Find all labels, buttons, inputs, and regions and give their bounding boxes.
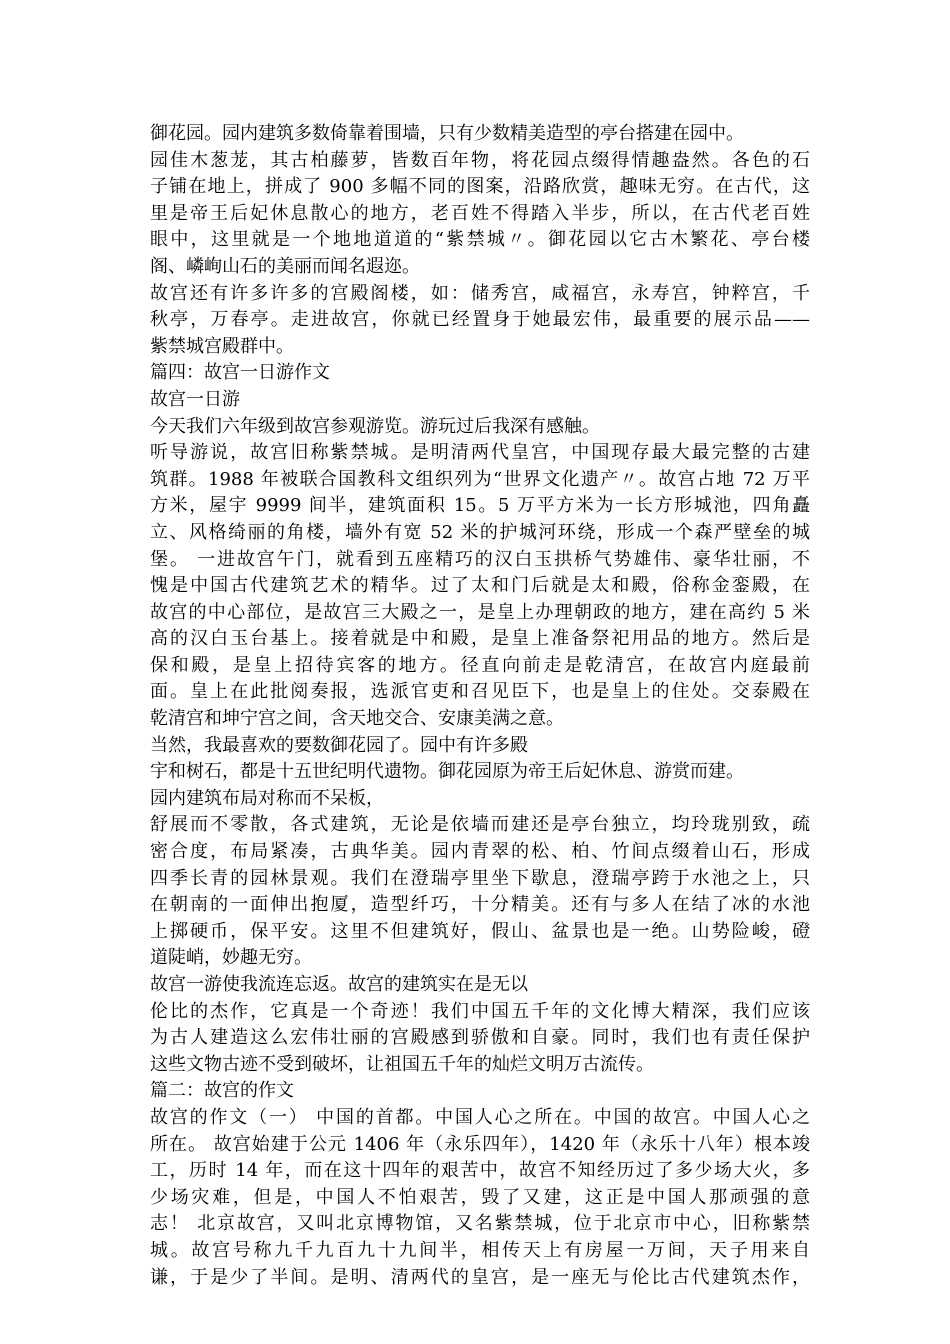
text-line: 舒展而不零散，各式建筑，无论是依墙而建还是亭台独立，均玲珑别致，疏 xyxy=(150,814,810,836)
text-line: 故宫一游使我流连忘返。故宫的建筑实在是无以 xyxy=(150,974,528,995)
text-line: 紫禁城宫殿群中。 xyxy=(150,335,294,357)
text-line: 密合度，布局紧凑，古典华美。园内青翠的松、柏、竹间点缀着山石，形成 xyxy=(150,841,810,863)
text-line: 阁、嶙峋山石的美丽而闻名遐迩。 xyxy=(150,255,420,277)
text-line: 为古人建造这么宏伟壮丽的宫殿感到骄傲和自豪。同时，我们也有责任保护 xyxy=(150,1027,810,1049)
text-line: 方米，屋宇 9999 间半，建筑面积 15。5 万平方米为一长方形城池，四角矗 xyxy=(150,495,810,517)
text-line: 工，历时 14 年，而在这十四年的艰苦中，故宫不知经历过了多少场大火，多 xyxy=(150,1160,810,1182)
text-line: 愧是中国古代建筑艺术的精华。过了太和门后就是太和殿，俗称金銮殿，在 xyxy=(150,575,810,597)
document-page xyxy=(150,121,810,1291)
text-line: 宇和树石，都是十五世纪明代遗物。御花园原为帝王后妃休息、游赏而建。 xyxy=(150,761,744,783)
text-line: 今天我们六年级到故宫参观游览。游玩过后我深有感触。 xyxy=(150,415,600,437)
text-line: 谦，于是少了半间。是明、清两代的皇宫，是一座无与伦比古代建筑杰作， xyxy=(150,1266,810,1288)
text-line: 保和殿，是皇上招待宾客的地方。径直向前走是乾清宫，在故宫内庭最前 xyxy=(150,654,810,676)
text-line: 里是帝王后妃休息散心的地方，老百姓不得踏入半步，所以，在古代老百姓 xyxy=(150,202,810,224)
text-line: 立、风格绮丽的角楼，墙外有宽 52 米的护城河环绕，形成一个森严壁垒的城 xyxy=(150,521,810,543)
text-line: 秋亭，万春亭。走进故宫，你就已经置身于她最宏伟，最重要的展示品—— xyxy=(150,309,810,331)
text-line: 乾清宫和坤宁宫之间，含天地交合、安康美满之意。 xyxy=(150,708,564,730)
text-line: 堡。 一进故宫午门，就看到五座精巧的汉白玉拱桥气势雄伟、豪华壮丽，不 xyxy=(150,548,810,570)
text-line: 园佳木葱茏，其古柏藤萝，皆数百年物，将花园点缀得情趣盎然。各色的石 xyxy=(150,149,810,171)
text-line: 篇二：故宫的作文 xyxy=(150,1080,294,1102)
text-line: 这些文物古迹不受到破坏，让祖国五千年的灿烂文明万古流传。 xyxy=(150,1053,654,1075)
text-line: 面。皇上在此批阅奏报，选派官吏和召见臣下，也是皇上的住处。交泰殿在 xyxy=(150,681,810,703)
text-line: 筑群。1988 年被联合国教科文组织列为“世界文化遗产〃。故宫占地 72 万平 xyxy=(150,468,810,490)
text-line: 高的汉白玉台基上。接着就是中和殿，是皇上准备祭祀用品的地方。然后是 xyxy=(150,628,810,650)
text-line: 城。故宫号称九千九百九十九间半，相传天上有房屋一万间，天子用来自 xyxy=(150,1239,810,1261)
text-line: 眼中，这里就是一个地地道道的“紫禁城〃。御花园以它古木繁花、亭台楼 xyxy=(150,229,810,251)
text-line: 故宫还有许多许多的宫殿阁楼，如：储秀宫，咸福宫，永寿宫，钟粹宫，千 xyxy=(150,282,810,304)
text-line: 所在。 故宫始建于公元 1406 年（永乐四年），1420 年（永乐十八年）根本竣 xyxy=(150,1133,810,1155)
text-line: 御花园。园内建筑多数倚靠着围墙，只有少数精美造型的亭台搭建在园中。 xyxy=(150,123,744,144)
text-line: 伦比的杰作，它真是一个奇迹！我们中国五千年的文化博大精深，我们应该 xyxy=(150,1000,810,1022)
text-line: 四季长青的园林景观。我们在澄瑞亭里坐下歇息，澄瑞亭跨于水池之上，只 xyxy=(150,867,810,889)
text-line: 志！ 北京故宫，又叫北京博物馆，又名紫禁城，位于北京市中心，旧称紫禁 xyxy=(150,1213,810,1235)
text-line: 园内建筑布局对称而不呆板， xyxy=(150,787,384,809)
text-line: 篇四：故宫一日游作文 xyxy=(150,362,330,384)
text-line: 听导游说，故宫旧称紫禁城。是明清两代皇宫，中国现存最大最完整的古建 xyxy=(150,442,810,464)
text-line: 在朝南的一面伸出抱厦，造型纤巧，十分精美。还有与多人在结了冰的水池 xyxy=(150,894,810,916)
text-line: 上掷硬币，保平安。这里不但建筑好，假山、盆景也是一绝。山势险峻，磴 xyxy=(150,920,810,942)
text-line: 故宫的中心部位，是故宫三大殿之一，是皇上办理朝政的地方，建在高约 5 米 xyxy=(150,601,810,623)
text-line: 故宫一日游 xyxy=(150,388,240,410)
text-line: 故宫的作文（一） 中国的首都。中国人心之所在。中国的故宫。中国人心之 xyxy=(150,1106,810,1128)
text-line: 子铺在地上，拼成了 900 多幅不同的图案，沿路欣赏，趣味无穷。在古代，这 xyxy=(150,176,810,198)
text-line: 道陡峭，妙趣无穷。 xyxy=(150,947,312,969)
text-line: 少场灾难，但是，中国人不怕艰苦，毁了又建，这正是中国人那顽强的意 xyxy=(150,1186,810,1208)
text-line: 当然，我最喜欢的要数御花园了。园中有许多殿 xyxy=(150,734,528,756)
